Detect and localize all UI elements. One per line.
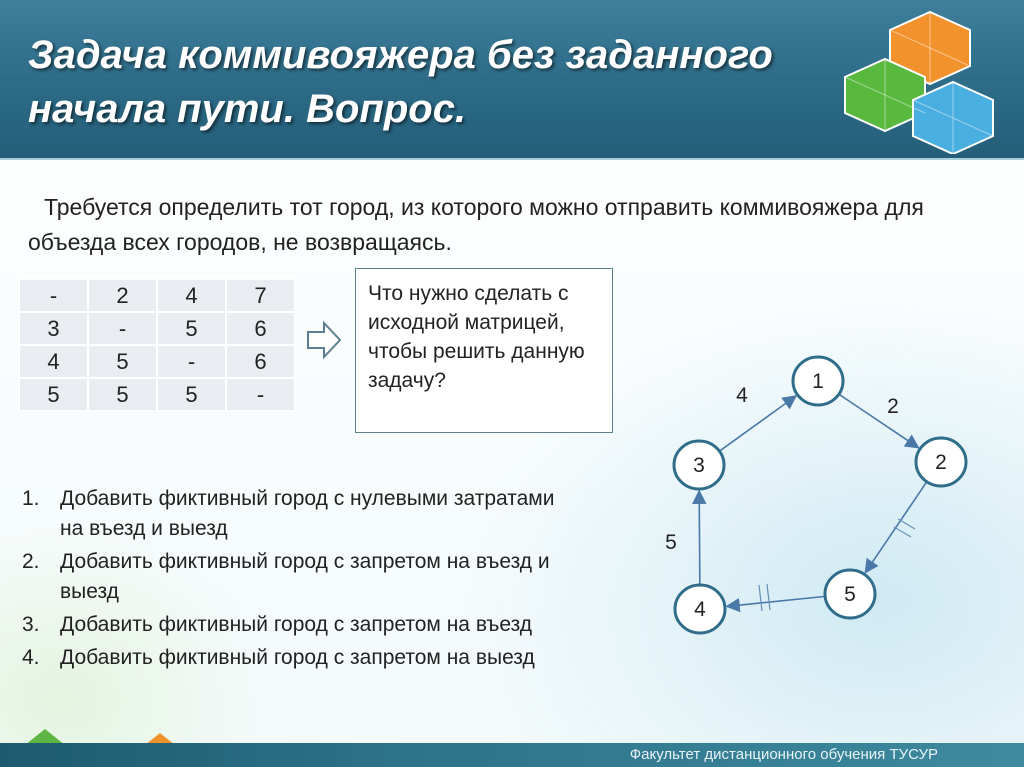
answer-option[interactable] bbox=[22, 643, 582, 673]
option-text: Добавить фиктивный город с запретом на выезд bbox=[60, 646, 535, 669]
answer-option[interactable] bbox=[22, 610, 582, 640]
option-number: 4. bbox=[22, 646, 40, 669]
matrix-cell: 5 bbox=[158, 313, 225, 344]
answer-options bbox=[22, 484, 582, 676]
matrix-cell: 5 bbox=[20, 379, 87, 410]
option-number: 2. bbox=[22, 550, 40, 573]
answer-option[interactable] bbox=[22, 484, 582, 544]
matrix-row bbox=[20, 280, 294, 311]
option-number: 3. bbox=[22, 613, 40, 636]
matrix-cell: - bbox=[158, 346, 225, 377]
edge-tick bbox=[767, 584, 770, 610]
edge-5-4 bbox=[727, 596, 824, 606]
footer-text: Факультет дистанционного обучения ТУСУР bbox=[629, 746, 938, 763]
matrix-row bbox=[20, 313, 294, 344]
graph-node-label: 4 bbox=[694, 598, 706, 621]
matrix-cell: 6 bbox=[227, 346, 294, 377]
graph-node-label: 5 bbox=[844, 583, 856, 606]
footer-bar bbox=[0, 743, 1024, 767]
hexagon-logo-icon bbox=[835, 4, 1024, 154]
header-bar bbox=[0, 0, 1024, 160]
edge-tick bbox=[759, 585, 762, 611]
edge-label: 4 bbox=[736, 384, 748, 407]
matrix-cell: 6 bbox=[227, 313, 294, 344]
edge-label: 2 bbox=[887, 395, 899, 418]
edge-label: 5 bbox=[665, 531, 677, 554]
edge-3-1 bbox=[720, 396, 796, 451]
matrix-cell: - bbox=[20, 280, 87, 311]
matrix-cell: - bbox=[89, 313, 156, 344]
option-text: Добавить фиктивный город с нулевыми затратами на въезд и выезд bbox=[60, 487, 555, 540]
matrix-cell: 5 bbox=[89, 346, 156, 377]
matrix-row bbox=[20, 346, 294, 377]
edge-tick bbox=[894, 527, 911, 537]
slide-title: Задача коммивояжера без заданного начала пути. Вопрос. bbox=[28, 33, 773, 131]
matrix-cell: 5 bbox=[89, 379, 156, 410]
matrix-cell: 5 bbox=[158, 379, 225, 410]
right-arrow-icon bbox=[306, 320, 342, 360]
route-graph bbox=[630, 345, 1024, 645]
matrix-cell: 4 bbox=[20, 346, 87, 377]
option-text: Добавить фиктивный город с запретом на въезд bbox=[60, 613, 533, 636]
graph-node-label: 1 bbox=[812, 370, 824, 393]
matrix-cell: 3 bbox=[20, 313, 87, 344]
problem-statement: Требуется определить тот город, из которого можно отправить коммивояжера для объезда всех городов, не возвращаясь. bbox=[28, 194, 924, 255]
answer-option[interactable] bbox=[22, 547, 582, 607]
graph-node-label: 3 bbox=[693, 454, 705, 477]
cost-matrix bbox=[18, 278, 296, 412]
graph-node-label: 2 bbox=[935, 451, 947, 474]
matrix-cell: 2 bbox=[89, 280, 156, 311]
option-text: Добавить фиктивный город с запретом на въезд и выезд bbox=[60, 550, 550, 603]
matrix-row bbox=[20, 379, 294, 410]
edge-tick bbox=[898, 519, 915, 529]
matrix-cell: 4 bbox=[158, 280, 225, 311]
question-box: Что нужно сделать с исходной матрицей, чтобы решить данную задачу? bbox=[355, 268, 613, 433]
matrix-cell: 7 bbox=[227, 280, 294, 311]
matrix-cell: - bbox=[227, 379, 294, 410]
edge-4-3 bbox=[699, 491, 700, 584]
option-number: 1. bbox=[22, 487, 40, 510]
edge-1-2 bbox=[840, 395, 919, 448]
